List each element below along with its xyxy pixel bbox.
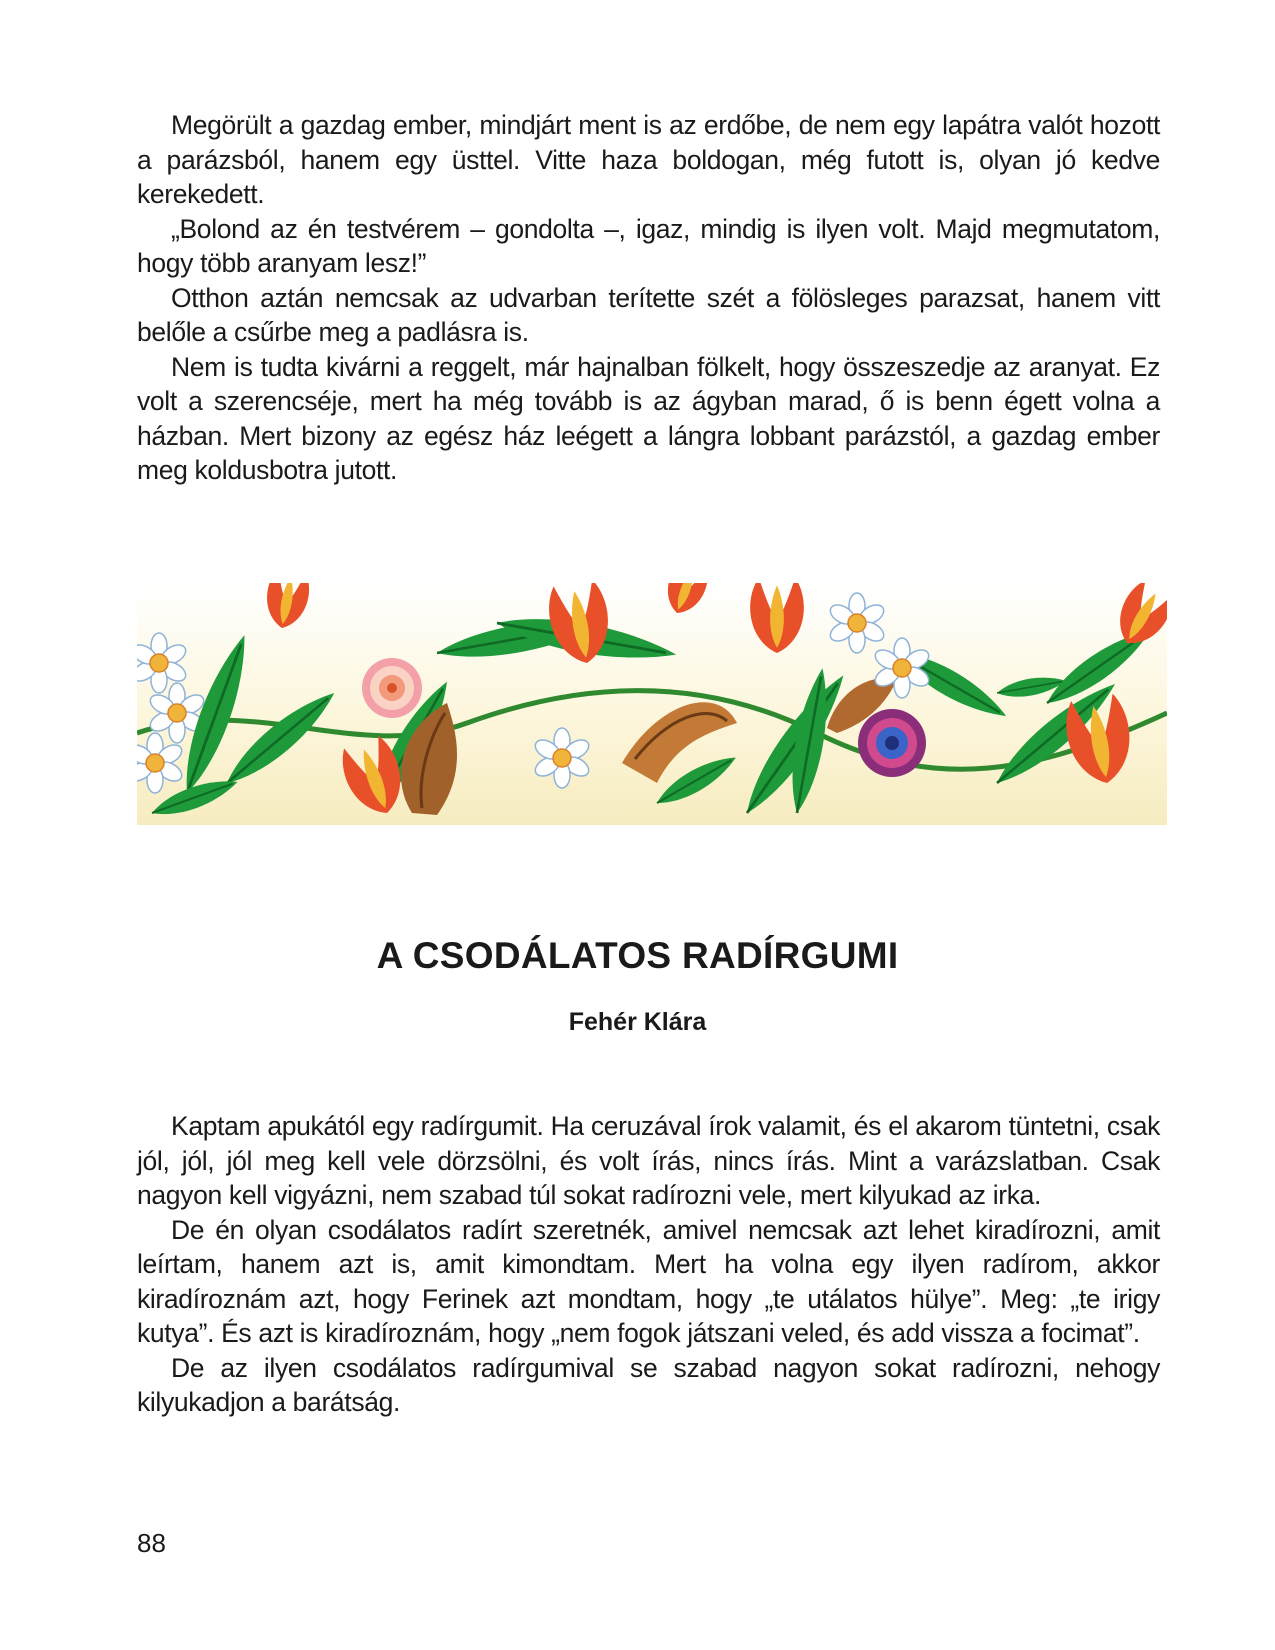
floral-illustration xyxy=(137,583,1167,825)
paragraph: De én olyan csodálatos radírt szeretnék, amivel nemcsak azt lehet kiradírozni, amit leírtam, hanem azt is, amit kimondtam. Mert ha volna egy ilyen radírom, akkor kiradíroznám azt, hogy Ferinek azt mondtam, hogy „te utálatos hülye”. Meg: „te irigy kutya”. És azt is kiradíroznám, hogy „nem fogok játszani veled, és add vissza a focimat”. xyxy=(137,1214,1160,1348)
author-name: Fehér Klára xyxy=(568,1008,707,1036)
paragraph: De az ilyen csodálatos radírgumival se szabad nagyon sokat radírozni, nehogy kilyukadjon a barátság. xyxy=(137,1352,1160,1417)
story-title: A CSODÁLATOS RADÍRGUMI xyxy=(376,935,899,976)
paragraph: Kaptam apukától egy radírgumit. Ha ceruzával írok valamit, és el akarom tüntetni, csak jól, jól, jól meg kell vele dörzsölni, és volt írás, nincs írás. Mint a varázslatban. Csak nagyon kell vigyázni, nem szabad túl sokat radírozni vele, mert kilyukad az irka. xyxy=(137,1111,1160,1210)
story-body xyxy=(137,1109,1160,1420)
paragraph: Nem is tudta kivárni a reggelt, már hajnalban fölkelt, hogy összeszedje az aranyat. Ez volt a szerencséje, mert ha még tovább is az ágyban marad, ő is benn égett volna a házban. Mert bizony az egész ház leégett a lángra lobbant parázstól, a gazdag ember meg koldusbotra jutott. xyxy=(137,351,1160,485)
paragraph: Otthon aztán nemcsak az udvarban terítette szét a fölösleges parazsat, hanem vitt belőle a csűrbe meg a padlásra is. xyxy=(137,282,1160,347)
paragraph: Megörült a gazdag ember, mindjárt ment is az erdőbe, de nem egy lapátra valót hozott a parázsból, hanem egy üsttel. Vitte haza boldogan, még futott is, olyan jó kedve kerekedett. xyxy=(137,110,1160,209)
page-number: 88 xyxy=(137,1528,166,1558)
folk-floral-ornament xyxy=(137,583,1167,825)
story-continuation xyxy=(137,108,1160,488)
paragraph: „Bolond az én testvérem – gondolta –, igaz, mindig is ilyen volt. Majd megmutatom, hogy több aranyam lesz!” xyxy=(137,213,1160,278)
